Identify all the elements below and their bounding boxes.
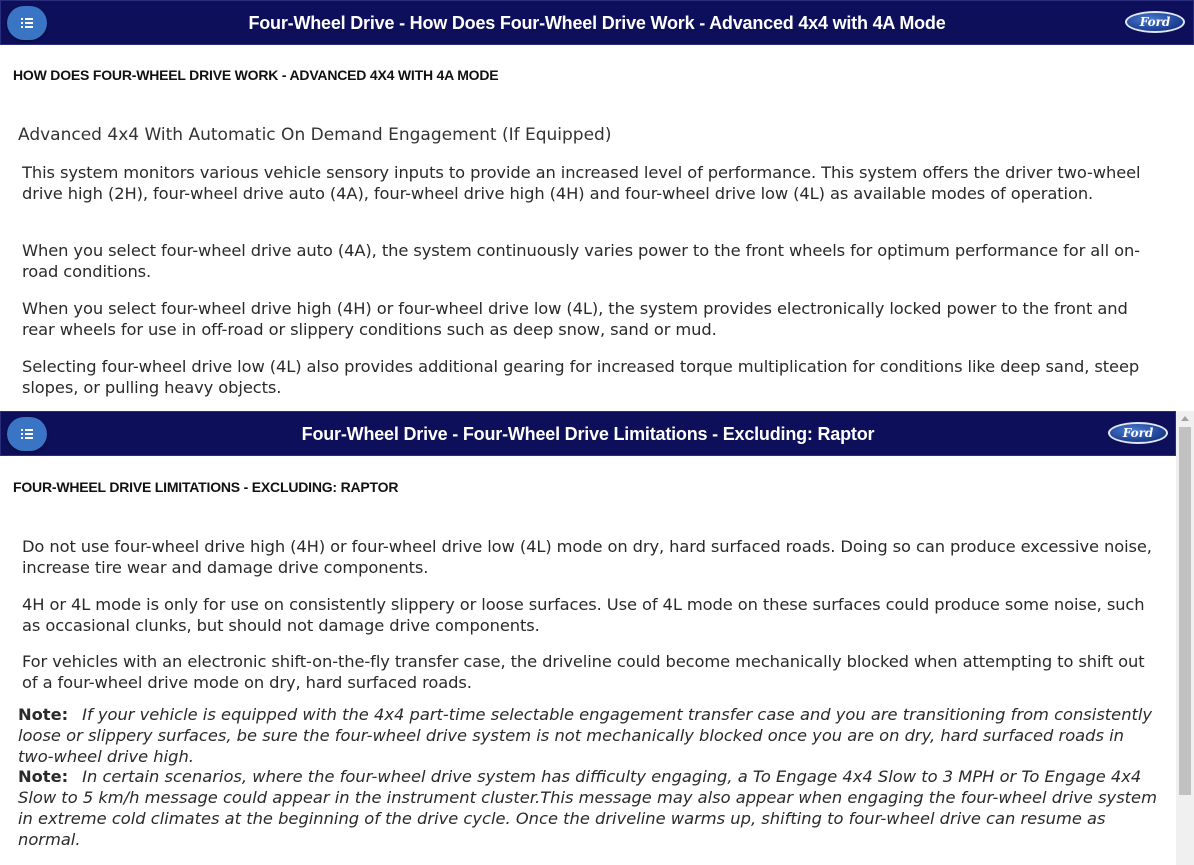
paragraph: When you select four-wheel drive high (4H) or four-wheel drive low (4L), the system provides electronically locked power to the front and rear wheels for use in off-road or slippery conditions such as deep snow, sand or mud. xyxy=(22,299,1128,339)
section-heading: FOUR-WHEEL DRIVE LIMITATIONS - EXCLUDING: RAPTOR xyxy=(13,479,399,495)
ford-logo: Ford xyxy=(1108,422,1168,444)
paragraph: 4H or 4L mode is only for use on consistently slippery or loose surfaces. Use of 4L mode on these surfaces could produce some noise, such as occasional clunks, but should not damage drive components. xyxy=(22,595,1145,635)
paragraph: For vehicles with an electronic shift-on-the-fly transfer case, the driveline could become mechanically blocked when attempting to shift out of a four-wheel drive mode on dry, hard surfaced roads. xyxy=(22,652,1145,692)
header-bar xyxy=(0,0,1194,45)
note-text: In certain scenarios, where the four-wheel drive system has difficulty engaging, a To Engage 4x4 Slow to 3 MPH or To Engage 4x4 Slow to 5 km/h message could appear in the instrument cluster.This message may also appear when engaging the four-wheel drive system in extreme cold climates at the beginning of the drive cycle. Once the driveline warms up, shifting to four-wheel drive can resume as normal. xyxy=(18,767,1157,849)
ford-logo: Ford xyxy=(1125,11,1185,33)
note-label: Note: xyxy=(18,705,69,724)
note xyxy=(18,766,1163,850)
header-title: Four-Wheel Drive - How Does Four-Wheel Drive Work - Advanced 4x4 with 4A Mode xyxy=(248,13,946,33)
vertical-scrollbar[interactable] xyxy=(1176,411,1194,865)
header-bar xyxy=(0,411,1176,456)
paragraph: Selecting four-wheel drive low (4L) also provides additional gearing for increased torque multiplication for conditions like deep sand, steep slopes, or pulling heavy objects. xyxy=(22,357,1140,397)
menu-button[interactable] xyxy=(7,417,47,451)
note xyxy=(18,704,1163,767)
scrollbar-thumb[interactable] xyxy=(1179,427,1191,795)
list-menu-icon xyxy=(21,429,33,439)
menu-button[interactable] xyxy=(7,6,47,40)
paragraph: Do not use four-wheel drive high (4H) or four-wheel drive low (4L) mode on dry, hard surfaced roads. Doing so can produce excessive noise, increase tire wear and damage drive components. xyxy=(22,537,1152,577)
header-title: Four-Wheel Drive - Four-Wheel Drive Limitations - Excluding: Raptor xyxy=(301,424,875,444)
paragraph: This system monitors various vehicle sensory inputs to provide an increased level of performance. This system offers the driver two-wheel drive high (2H), four-wheel drive auto (4A), four-wheel drive high (4H) and four-wheel drive low (4L) as available modes of operation. xyxy=(22,163,1141,203)
article-panel-4a-mode xyxy=(0,0,1194,411)
section-heading: HOW DOES FOUR-WHEEL DRIVE WORK - ADVANCED 4X4 WITH 4A MODE xyxy=(13,67,499,83)
scroll-up-arrow-icon[interactable] xyxy=(1181,416,1189,421)
note-label: Note: xyxy=(18,767,69,786)
article-panel-limitations xyxy=(0,411,1176,865)
paragraph: When you select four-wheel drive auto (4A), the system continuously varies power to the front wheels for optimum performance for all on-road conditions. xyxy=(22,241,1140,281)
list-menu-icon xyxy=(21,18,33,28)
subtitle: Advanced 4x4 With Automatic On Demand Engagement (If Equipped) xyxy=(18,125,612,145)
note-text: If your vehicle is equipped with the 4x4 part-time selectable engagement transfer case and you are transitioning from consistently loose or slippery surfaces, be sure the four-wheel drive system is not mechanically blocked once you are on dry, hard surfaced roads in two-wheel drive high. xyxy=(18,705,1153,766)
